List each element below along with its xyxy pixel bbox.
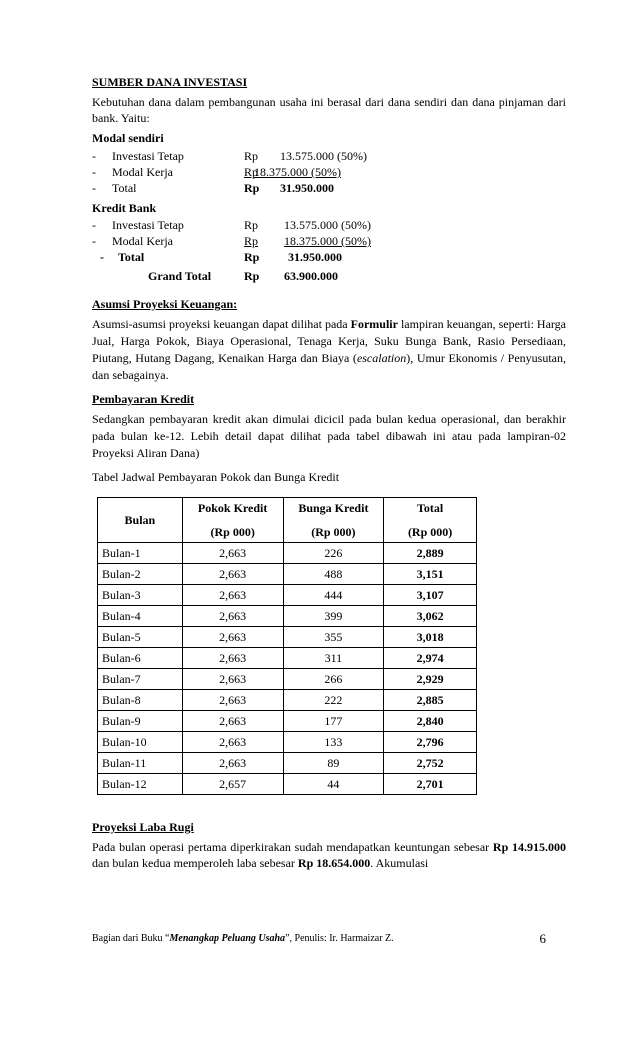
cell-pokok: 2,663 — [182, 669, 283, 690]
list-dash: - — [100, 250, 104, 264]
kredit-bank-total-row — [92, 249, 566, 265]
cell-bunga: 177 — [283, 711, 384, 732]
modal-sendiri-total-row — [92, 180, 566, 196]
section-title-sumber-dana: SUMBER DANA INVESTASI — [92, 75, 248, 89]
row-amount: 31.950.000 — [280, 181, 334, 195]
footer-prefix: Bagian dari Buku “ — [92, 933, 170, 944]
cell-bulan: Bulan-5 — [98, 627, 183, 648]
cell-total: 2,929 — [384, 669, 477, 690]
row-currency: Rp — [244, 181, 260, 195]
cell-total: 3,018 — [384, 627, 477, 648]
kredit-bank-row — [92, 217, 566, 233]
list-dash: - — [92, 218, 96, 232]
row-amount: 13.575.000 (50%) — [280, 149, 367, 163]
list-dash: - — [92, 181, 96, 195]
row-currency: Rp — [244, 234, 259, 248]
cell-total: 2,840 — [384, 711, 477, 732]
row-amount: 31.950.000 — [288, 250, 342, 264]
table-row — [98, 753, 477, 774]
cell-bulan: Bulan-1 — [98, 543, 183, 564]
section-title-laba-rugi: Proyeksi Laba Rugi — [92, 820, 194, 834]
table-row — [98, 606, 477, 627]
cell-pokok: 2,663 — [182, 543, 283, 564]
cell-bunga: 355 — [283, 627, 384, 648]
amount-bold: Rp 14.915.000 — [492, 840, 566, 854]
cell-bulan: Bulan-3 — [98, 585, 183, 606]
cell-pokok: 2,663 — [182, 606, 283, 627]
cell-pokok: 2,663 — [182, 648, 283, 669]
cell-bunga: 226 — [283, 543, 384, 564]
header-bunga — [283, 498, 384, 543]
cell-pokok: 2,663 — [182, 627, 283, 648]
table-row — [98, 585, 477, 606]
cell-total: 2,889 — [384, 543, 477, 564]
cell-bulan: Bulan-6 — [98, 648, 183, 669]
cell-bunga: 311 — [283, 648, 384, 669]
list-dash: - — [92, 165, 96, 179]
cell-total: 3,151 — [384, 564, 477, 585]
row-label: Total — [112, 181, 137, 195]
row-label: Investasi Tetap — [112, 218, 184, 232]
cell-pokok: 2,663 — [182, 585, 283, 606]
table-row — [98, 690, 477, 711]
cell-bulan: Bulan-11 — [98, 753, 183, 774]
cell-bunga: 222 — [283, 690, 384, 711]
cell-bunga: 488 — [283, 564, 384, 585]
text-run: ), Umur Ekonomis / Penyusutan, dan sebagainya. — [92, 351, 567, 382]
row-currency: Rp — [244, 250, 260, 264]
table-row — [98, 732, 477, 753]
footer-book-title: Menangkap Peluang Usaha — [169, 933, 286, 944]
cell-bunga: 444 — [283, 585, 384, 606]
pembayaran-paragraph: Sedangkan pembayaran kredit akan dimulai dicicil pada bulan kedua operasional, dan berakhir pada bulan ke-12. Lebih detail dapat dilihat pada tabel dibawah ini atau pada lampiran-02 Proyeksi Aliran Dana) — [92, 412, 566, 460]
list-dash: - — [92, 234, 96, 248]
row-label: Modal Kerja — [112, 234, 173, 248]
section-title-pembayaran: Pembayaran Kredit — [92, 392, 195, 406]
cell-total: 2,885 — [384, 690, 477, 711]
cell-bunga: 133 — [283, 732, 384, 753]
cell-total: 2,974 — [384, 648, 477, 669]
cell-total: 2,701 — [384, 774, 477, 795]
header-unit: (Rp 000) — [311, 525, 356, 539]
text-run: . Akumulasi — [370, 856, 429, 870]
cell-bunga: 266 — [283, 669, 384, 690]
text-run: dan bulan kedua memperoleh laba sebesar — [92, 856, 298, 870]
grand-total-row — [92, 268, 566, 284]
row-label: Total — [118, 250, 145, 264]
footer-suffix: ”, Penulis: Ir. Harmaizar Z. — [285, 933, 394, 944]
payment-schedule-table — [97, 497, 477, 795]
row-amount: 18.375.000 (50%) — [254, 165, 341, 179]
header-label: Bunga Kredit — [298, 501, 369, 515]
cell-bulan: Bulan-4 — [98, 606, 183, 627]
text-run: Pada bulan operasi pertama diperkirakan sudah mendapatkan keuntungan sebesar — [92, 840, 493, 854]
text-run-bold: Formulir — [350, 317, 398, 331]
row-currency: Rp — [244, 149, 259, 163]
row-currency: Rp — [244, 218, 259, 232]
cell-pokok: 2,663 — [182, 690, 283, 711]
table-row — [98, 774, 477, 795]
grand-total-label: Grand Total — [148, 269, 212, 283]
table-body — [98, 543, 477, 795]
table-row — [98, 543, 477, 564]
table-row — [98, 627, 477, 648]
cell-bunga: 399 — [283, 606, 384, 627]
kredit-bank-row — [92, 233, 566, 249]
cell-bunga: 44 — [283, 774, 384, 795]
header-unit: (Rp 000) — [210, 525, 255, 539]
cell-pokok: 2,663 — [182, 732, 283, 753]
list-dash: - — [92, 149, 96, 163]
cell-total: 3,107 — [384, 585, 477, 606]
asumsi-paragraph — [92, 316, 566, 384]
table-header-row — [98, 498, 477, 543]
page-number: 6 — [539, 931, 546, 946]
cell-pokok: 2,657 — [182, 774, 283, 795]
text-run-italic: escalation — [356, 351, 407, 365]
table-row — [98, 711, 477, 732]
laba-rugi-paragraph — [92, 839, 566, 871]
header-unit: (Rp 000) — [407, 525, 453, 539]
header-bulan: Bulan — [98, 498, 183, 543]
cell-total: 2,796 — [384, 732, 477, 753]
modal-sendiri-row — [92, 148, 566, 164]
section-title-asumsi: Asumsi Proyeksi Keuangan: — [92, 297, 238, 311]
cell-bulan: Bulan-8 — [98, 690, 183, 711]
row-amount: 18.375.000 (50%) — [284, 234, 371, 248]
table-caption: Tabel Jadwal Pembayaran Pokok dan Bunga Kredit — [92, 470, 340, 484]
cell-bulan: Bulan-10 — [98, 732, 183, 753]
cell-pokok: 2,663 — [182, 753, 283, 774]
cell-bulan: Bulan-2 — [98, 564, 183, 585]
table-row — [98, 648, 477, 669]
header-total — [384, 498, 477, 543]
page-footer — [92, 933, 566, 944]
cell-pokok: 2,663 — [182, 564, 283, 585]
modal-sendiri-title: Modal sendiri — [92, 131, 164, 145]
kredit-bank-title: Kredit Bank — [92, 201, 157, 215]
text-run: lampiran keuangan, seperti: Harga Jual, Harga Pokok, Biaya Operasional, Tenaga Kerja, Suku Bunga Bank, Rasio Persediaan, Piutang, Hutang Dagang, Kenaikan Harga dan Biaya ( — [92, 317, 567, 365]
text-run: Asumsi-asumsi proyeksi keuangan dapat dilihat pada — [92, 317, 351, 331]
header-pokok — [182, 498, 283, 543]
cell-total: 2,752 — [384, 753, 477, 774]
row-label: Modal Kerja — [112, 165, 173, 179]
table-row — [98, 564, 477, 585]
header-label: Pokok Kredit — [197, 501, 268, 515]
cell-bulan: Bulan-7 — [98, 669, 183, 690]
row-currency: Rp — [244, 165, 259, 179]
cell-bulan: Bulan-12 — [98, 774, 183, 795]
cell-total: 3,062 — [384, 606, 477, 627]
table-row — [98, 669, 477, 690]
grand-total-amount: 63.900.000 — [284, 269, 338, 283]
cell-pokok: 2,663 — [182, 711, 283, 732]
row-currency: Rp — [244, 269, 260, 283]
cell-bunga: 89 — [283, 753, 384, 774]
header-label: Total — [417, 501, 444, 515]
amount-bold: Rp 18.654.000 — [297, 856, 371, 870]
row-label: Investasi Tetap — [112, 149, 184, 163]
modal-sendiri-row — [92, 164, 566, 180]
cell-bulan: Bulan-9 — [98, 711, 183, 732]
row-amount: 13.575.000 (50%) — [284, 218, 371, 232]
intro-paragraph: Kebutuhan dana dalam pembangunan usaha ini berasal dari dana sendiri dan dana pinjaman dari bank. Yaitu: — [92, 95, 566, 125]
